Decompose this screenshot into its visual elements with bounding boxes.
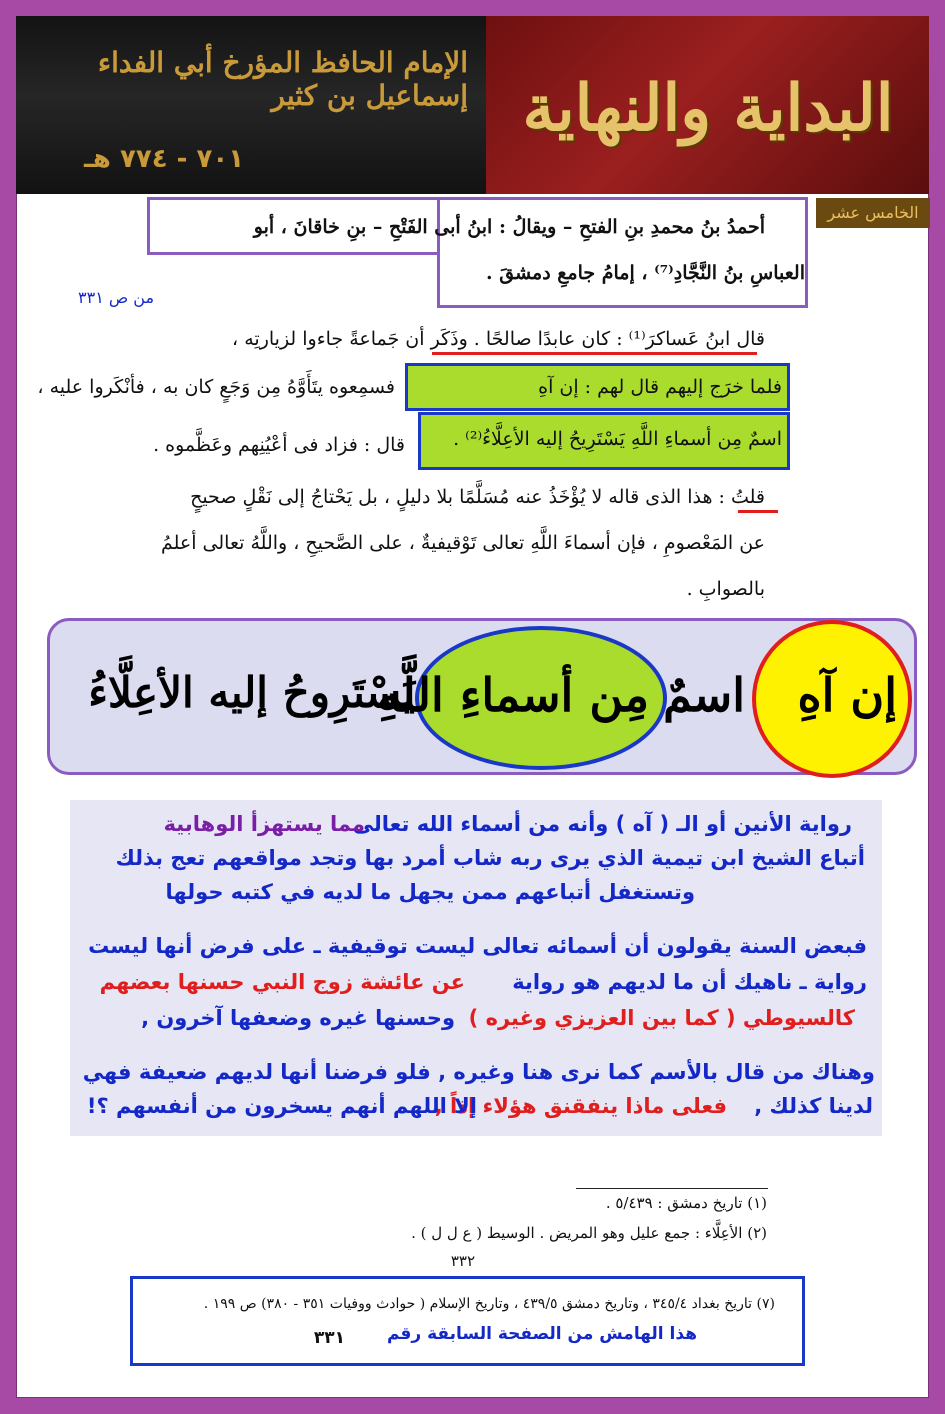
- previous-page-footnote-box: [130, 1276, 805, 1366]
- book-banner: [16, 16, 929, 194]
- comment-line-2: أتباع الشيخ ابن تيمية الذي يرى ربه شاب أمرد بها وتجد مواقعهم تعج بذلك: [115, 846, 865, 870]
- banner-author-panel: [16, 16, 486, 194]
- quote-part-2: اسمٌ: [663, 668, 745, 722]
- comment-line-5a: رواية ـ ناهيك أن ما لديهم هو رواية: [512, 970, 867, 994]
- para1-line-1: قال ابنُ عَساكرَ⁽¹⁾ : كان عابدًا صالحًا . وذَكَر أن جَماعةً جاءوا لزيارتِه ،: [232, 328, 765, 350]
- bio-line-2: العباسِ بنُ النَّجَّادِ⁽⁷⁾ ، إمامُ جامعِ دمشقَ .: [486, 262, 805, 284]
- para1-line-3b: قال : فزاد فى أعْيُنِهم وعَظَّموه .: [153, 434, 405, 456]
- previous-page-number: ٣٣١: [313, 1328, 345, 1348]
- comment-line-6b: وحسنها غيره وضعفها آخرون ,: [141, 1006, 455, 1030]
- bio-line-1: أحمدُ بنُ محمدِ بنِ الفتحِ – ويقالُ : ابنُ أبى الفَتْحِ – بنِ خاقانَ ، أبو: [253, 216, 765, 238]
- page-reference: من ص ٣٣١: [78, 288, 155, 307]
- comment-line-8a: لدينا كذلك ,: [754, 1094, 873, 1118]
- book-title: البداية والنهاية: [522, 71, 894, 146]
- para2-line-3: بالصوابِ .: [686, 578, 765, 600]
- comment-line-5b: عن عائشة زوج النبي حسنها بعضهم: [99, 970, 465, 994]
- quote-part-3: مِن أسماءِ اللَّهِ: [377, 668, 649, 722]
- volume-label: الخامس عشر: [816, 198, 930, 228]
- para1-line-2a: فسمِعوه يتَأَوَّهُ مِن وَجَعٍ كان به ، فأنْكَروا عليه ،: [37, 376, 395, 398]
- comment-line-1a: رواية الأنين أو الـ ( آه ) وأنه من أسماء الله تعالى: [352, 812, 852, 836]
- footnote-rule: [576, 1188, 768, 1189]
- bio-frame: [437, 197, 808, 308]
- para2-line-1: قلتُ : هذا الذى قاله لا يُؤْخَذُ عنه مُسَلَّمًا بلا دليلٍ ، بل يَحْتاجُ إلى نَقْلٍ صحيحٍ: [190, 486, 765, 508]
- comment-line-8c: إلا اللهم أنهم يسخرون من أنفسهم ؟!: [86, 1094, 477, 1118]
- page-number: ٣٣٢: [450, 1252, 475, 1270]
- para1-line-2b: فلما خرَج إليهم قال لهم : إن آهِ: [538, 376, 782, 398]
- footnote-7: (٧) تاريخ بغداد ٣٤٥/٤ ، وتاريخ دمشق ٤٣٩/٥ ، وتاريخ الإسلام ( حوادث ووفيات ٣٥١ - ٣٨٠) ص ١٩٩ .: [203, 1296, 775, 1312]
- quote-part-1: إن آهِ: [797, 668, 897, 722]
- banner-title-panel: [486, 16, 929, 194]
- para2-line-2: عن المَعْصومِ ، فإن أسماءَ اللَّهِ تعالى تَوْقيفيةٌ ، على الصَّحيحِ ، واللَّهُ تعالى أعلمُ: [160, 532, 765, 554]
- footnote-2: (٢) الأعِلَّاء : جمع عليل وهو المريض . الوسيط ( ع ل ل ) .: [411, 1224, 767, 1242]
- quote-part-4: يَسْتَرِوحُ إليه الأعِلَّاءُ: [88, 668, 415, 717]
- para1-line-3a: اسمٌ مِن أسماءِ اللَّهِ يَسْتَرِيحُ إليه الأعِلَّاءُ⁽²⁾ .: [453, 428, 782, 450]
- footnote-1: (١) تاريخ دمشق : ٥/٤٣٩ .: [605, 1194, 767, 1212]
- underline-qultu: [738, 510, 778, 513]
- comment-line-7: وهناك من قال بالأسم كما نرى هنا وغيره , فلو فرضنا أنها لديهم ضعيفة فهي: [82, 1060, 875, 1084]
- comment-line-8b: فعلى ماذا ينفقنق هؤلاء إذاً ,: [434, 1094, 727, 1118]
- underline-ibn-asakir: [432, 352, 757, 355]
- author-name: الإمام الحافظ المؤرخ أبي الفداء إسماعيل بن كثير: [97, 46, 468, 112]
- author-dates: ٧٠١ - ٧٧٤ هـ: [84, 144, 245, 174]
- comment-line-1b: مما يستهزأ الوهابية: [163, 812, 365, 836]
- previous-page-note: هذا الهامش من الصفحة السابقة رقم: [386, 1324, 697, 1344]
- comment-line-4: فبعض السنة يقولون أن أسمائه تعالى ليست توقيفية ـ على فرض أنها ليست: [88, 934, 867, 958]
- comment-line-3: وتستغفل أتباعهم ممن يجهل ما لديه في كتبه حولها: [165, 880, 695, 904]
- comment-line-6a: كالسيوطي ( كما بين العزيزي وغيره ): [468, 1006, 855, 1030]
